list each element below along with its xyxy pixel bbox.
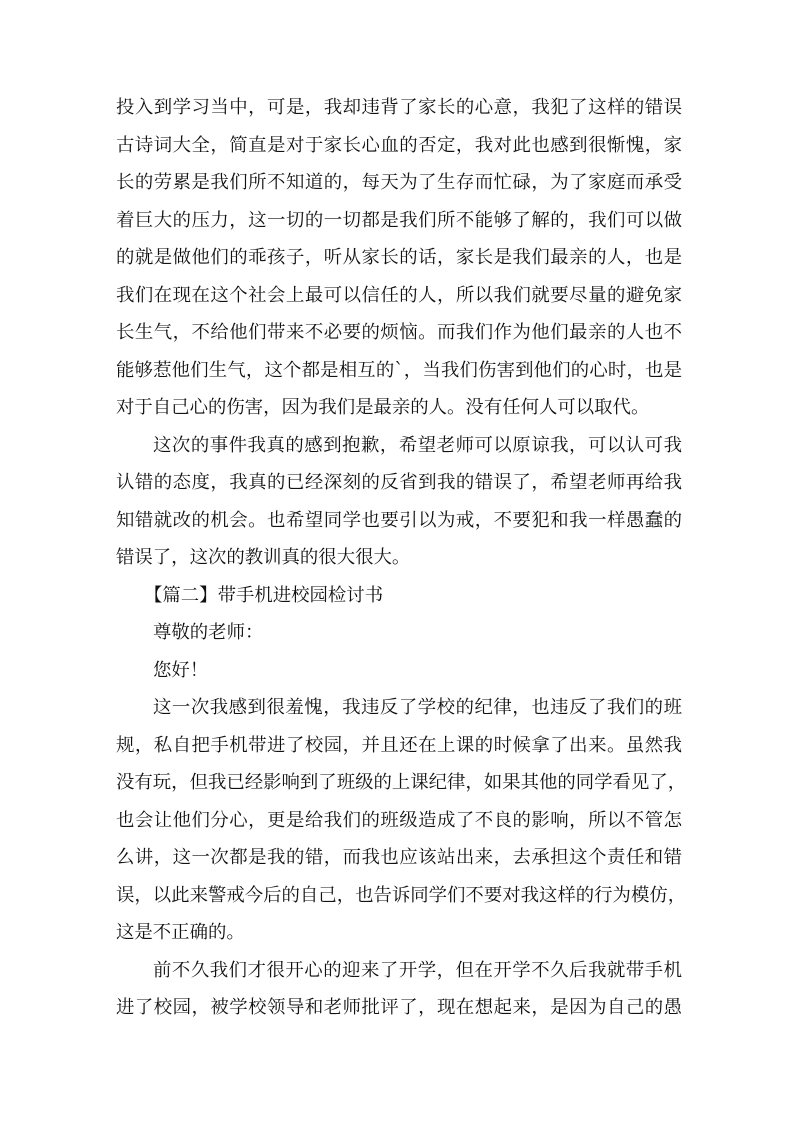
text-line: 规，私自把手机带进了校园，并且还在上课的时候拿了出来。虽然我 (116, 734, 682, 756)
text-line: 也会让他们分心，更是给我们的班级造成了不良的影响，所以不管怎 (116, 809, 682, 831)
paragraph-start-line: 前不久我们才很开心的迎来了开学，但在开学不久后我就带手机 (153, 959, 682, 981)
document-body (116, 89, 687, 1027)
text-line: 认错的态度，我真的已经深刻的反省到我的错误了，希望老师再给我 (116, 472, 682, 493)
text-line: 投入到学习当中，可是，我却违背了家长的心意，我犯了这样的错误 (116, 97, 682, 118)
text-line: 我们在现在这个社会上最可以信任的人，所以我们就要尽量的避免家 (116, 284, 682, 306)
text-line: 着巨大的压力，这一切的一切都是我们所不能够了解的，我们可以做 (116, 209, 682, 231)
greeting: 您好！ (153, 659, 209, 681)
paragraph-start-line: 这次的事件我真的感到抱歉，希望老师可以原谅我，可以认可我 (153, 434, 682, 456)
text-line: 误，以此来警戒今后的自己，也告诉同学们不要对我这样的行为模仿， (116, 884, 687, 906)
text-line: 能够惹他们生气，这个都是相互的`，当我们伤害到他们的心时，也是 (116, 359, 682, 381)
text-line: 错误了，这次的教训真的很大很大。 (116, 547, 411, 568)
paragraph-start-line: 这一次我感到很羞愧，我违反了学校的纪律，也违反了我们的班 (153, 697, 682, 718)
text-line: 这是不正确的。 (116, 922, 245, 943)
text-line: 进了校园，被学校领导和老师批评了，现在想起来，是因为自己的愚 (116, 997, 682, 1018)
text-line: 长生气，不给他们带来不必要的烦恼。而我们作为他们最亲的人也不 (116, 322, 682, 343)
text-line: 对于自己心的伤害，因为我们是最亲的人。没有任何人可以取代。 (116, 397, 650, 418)
salutation: 尊敬的老师： (153, 622, 264, 643)
text-line: 的就是做他们的乖孩子，听从家长的话，家长是我们最亲的人，也是 (116, 247, 682, 268)
text-line: 么讲，这一次都是我的错，而我也应该站出来，去承担这个责任和错 (116, 847, 682, 868)
text-line: 知错就改的机会。也希望同学也要引以为戒，不要犯和我一样愚蠢的 (116, 509, 682, 531)
text-line: 古诗词大全，简直是对于家长心血的否定，我对此也感到很惭愧，家 (116, 134, 682, 156)
section-heading: 【篇二】带手机进校园检讨书 (144, 584, 384, 606)
text-line: 长的劳累是我们所不知道的，每天为了生存而忙碌，为了家庭而承受 (116, 172, 682, 193)
text-line: 没有玩，但我已经影响到了班级的上课纪律，如果其他的同学看见了， (116, 772, 687, 793)
